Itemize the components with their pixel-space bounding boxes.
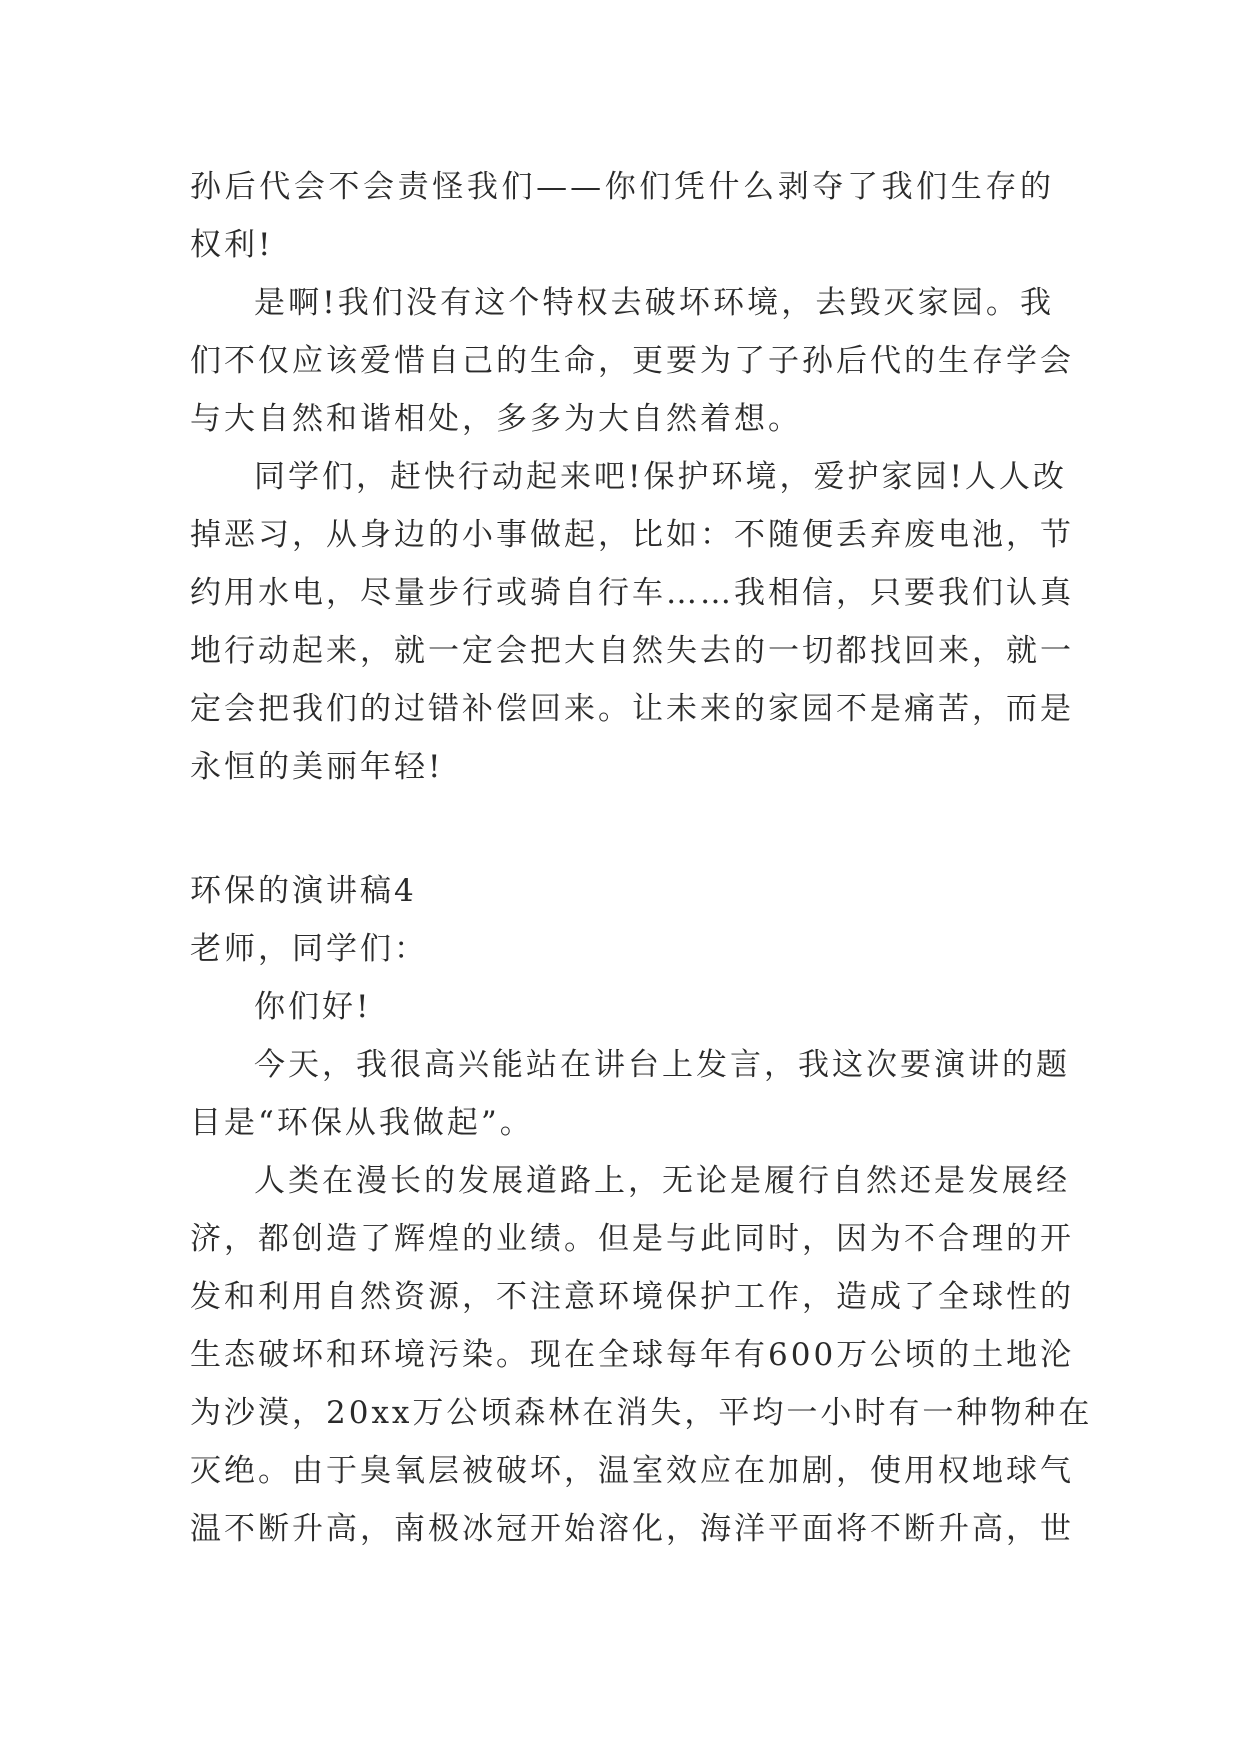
text-line: 为沙漠，20xx万公顷森林在消失，平均一小时有一种物种在 — [190, 1395, 1093, 1431]
text-line: 定会把我们的过错补偿回来。让未来的家园不是痛苦，而是 — [190, 691, 1074, 727]
text-line: 灭绝。由于臭氧层被破坏，温室效应在加剧，使用权地球气 — [190, 1453, 1074, 1489]
paragraph-5 — [190, 1152, 1093, 1558]
text-line: 权利! — [190, 227, 274, 263]
text-line: 永恒的美丽年轻! — [190, 749, 444, 785]
text-line: 今天，我很高兴能站在讲台上发言，我这次要演讲的题 — [254, 1047, 1070, 1083]
text-line: 同学们，赶快行动起来吧!保护环境，爱护家园!人人改 — [254, 459, 1067, 495]
paragraph-continued — [190, 158, 1054, 274]
text-line: 温不断升高，南极冰冠开始溶化，海洋平面将不断升高，世 — [190, 1511, 1074, 1547]
greeting-text: 你们好! — [254, 989, 372, 1025]
text-line: 发和利用自然资源，不注意环境保护工作，造成了全球性的 — [190, 1279, 1074, 1315]
paragraph-2 — [190, 274, 1074, 448]
text-line: 是啊!我们没有这个特权去破坏环境，去毁灭家园。我 — [254, 285, 1054, 321]
section-title-text: 环保的演讲稿4 — [190, 873, 417, 909]
text-line: 约用水电，尽量步行或骑自行车……我相信，只要我们认真 — [190, 575, 1074, 611]
text-line: 们不仅应该爱惜自己的生命，更要为了子孙后代的生存学会 — [190, 343, 1074, 379]
text-line: 人类在漫长的发展道路上，无论是履行自然还是发展经 — [254, 1163, 1070, 1199]
paragraph-4 — [190, 1036, 1070, 1152]
text-line: 地行动起来，就一定会把大自然失去的一切都找回来，就一 — [190, 633, 1074, 669]
text-line: 济，都创造了辉煌的业绩。但是与此同时，因为不合理的开 — [190, 1221, 1074, 1257]
text-line: 掉恶习，从身边的小事做起，比如：不随便丢弃废电池，节 — [190, 517, 1074, 553]
text-line: 孙后代会不会责怪我们——你们凭什么剥夺了我们生存的 — [190, 169, 1054, 205]
text-line: 生态破坏和环境污染。现在全球每年有600万公顷的土地沦 — [190, 1337, 1075, 1373]
salutation-text: 老师，同学们： — [190, 931, 428, 967]
text-line: 目是“环保从我做起”。 — [190, 1105, 534, 1141]
section-title — [190, 862, 1054, 920]
text-line: 与大自然和谐相处，多多为大自然着想。 — [190, 401, 802, 437]
greeting — [190, 978, 1054, 1036]
salutation — [190, 920, 1054, 978]
paragraph-3 — [190, 448, 1074, 796]
